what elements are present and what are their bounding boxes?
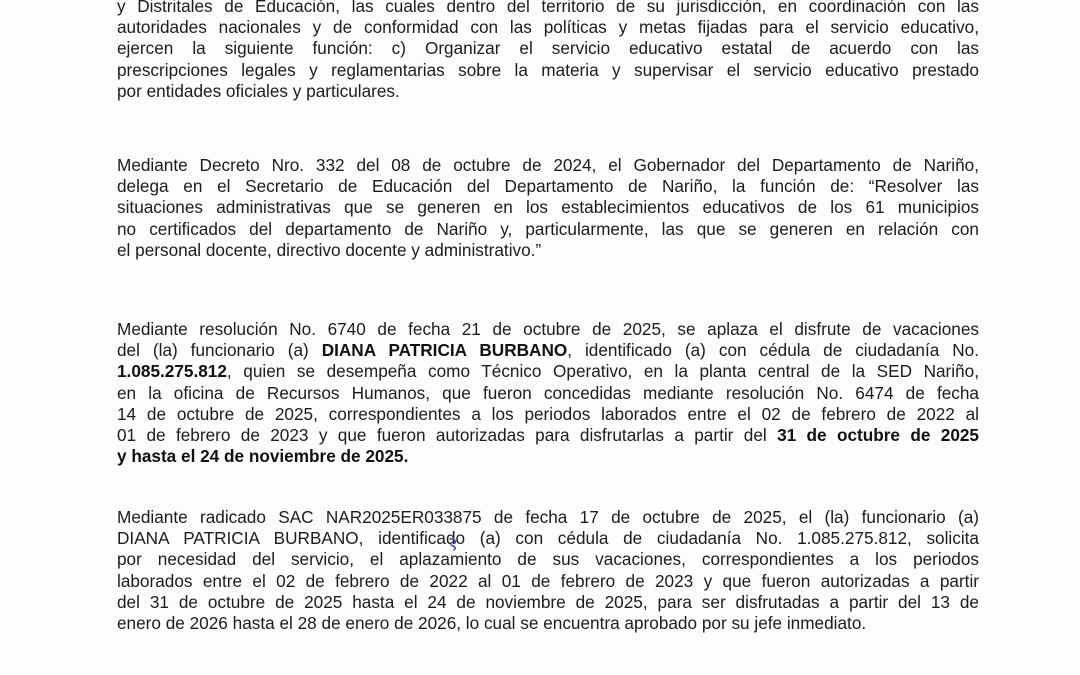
text-line <box>117 446 979 467</box>
text-line: y Distritales de Educación, las cuales dentro del territorio de su jurisdicción, en coordinación con las <box>117 0 979 16</box>
text-line: laborados entre el 02 de febrero de 2022 al 01 de febrero de 2023 y que fueron autorizadas a partir <box>117 570 979 591</box>
text-segment: 01 de febrero de 2023 y que fueron autorizadas para disfrutarlas a partir del <box>117 425 778 446</box>
paragraph-resolution <box>117 319 979 467</box>
paragraph-functions <box>117 0 979 102</box>
employee-name: DIANA PATRICIA BURBANO <box>321 340 568 361</box>
text-line: por necesidad del servicio, el aplazamiento de sus vacaciones, correspondientes a los periodos <box>117 549 979 570</box>
text-segment: , identificado (a) con cédula de ciudadanía No. <box>567 340 980 361</box>
text-line: enero de 2026 hasta el 28 de enero de 2026, lo cual se encuentra aprobado por su jefe inmediato. <box>117 613 867 634</box>
text-segment: del (la) funcionario (a) <box>117 340 322 361</box>
text-line <box>117 425 979 446</box>
ink-mark-icon <box>447 536 461 552</box>
paragraph-request <box>117 507 979 634</box>
text-line: Mediante Decreto Nro. 332 del 08 de octubre de 2024, el Gobernador del Departamento de Nariño, <box>117 155 979 175</box>
text-line: prescripciones legales y reglamentarias sobre la materia y supervisar el servicio educativo prestado <box>117 59 979 80</box>
text-line: por entidades oficiales y particulares. <box>117 80 400 101</box>
text-segment: , quien se desempeña como Técnico Operativo, en la planta central de la SED Nariño, <box>226 361 979 382</box>
text-line: 14 de octubre de 2025, correspondientes a los periodos laborados entre el 02 de febrero de 2022 al <box>117 403 979 424</box>
text-line: situaciones administrativas que se generen en los establecimientos educativos de los 61 municipios <box>117 197 979 218</box>
text-line: el personal docente, directivo docente y administrativo.” <box>117 239 542 260</box>
end-date: y hasta el 24 de noviembre de 2025. <box>117 446 409 467</box>
paragraph-decree <box>117 155 979 261</box>
text-line: Mediante radicado SAC NAR2025ER033875 de fecha 17 de octubre de 2025, el (la) funcionario (a) <box>117 507 979 527</box>
text-line: no certificados del departamento de Nariño y, particularmente, las que se generen en relación con <box>117 218 979 239</box>
text-line: Mediante resolución No. 6740 de fecha 21 de octubre de 2025, se aplaza el disfrute de vacaciones <box>117 319 979 339</box>
text-line <box>117 340 979 361</box>
text-line: delega en el Secretario de Educación del Departamento de Nariño, la función de: “Resolver las <box>117 176 979 197</box>
text-line <box>117 361 979 382</box>
employee-id-number: 1.085.275.812 <box>117 361 227 382</box>
text-line: del 31 de octubre de 2025 hasta el 24 de noviembre de 2025, para ser disfrutadas a partir del 13 de <box>117 591 979 612</box>
text-line: en la oficina de Recursos Humanos, que fueron concedidas mediante resolución No. 6474 de fecha <box>117 382 979 403</box>
text-line: ejercen la siguiente función: c) Organizar el servicio educativo estatal de acuerdo con las <box>117 38 979 59</box>
text-line: autoridades nacionales y de conformidad con las políticas y metas fijadas para el servicio educativo, <box>117 17 979 38</box>
text-line: DIANA PATRICIA BURBANO, identificado (a) con cédula de ciudadanía No. 1.085.275.812, solicita <box>117 528 979 549</box>
start-date: 31 de octubre de 2025 <box>777 425 979 446</box>
